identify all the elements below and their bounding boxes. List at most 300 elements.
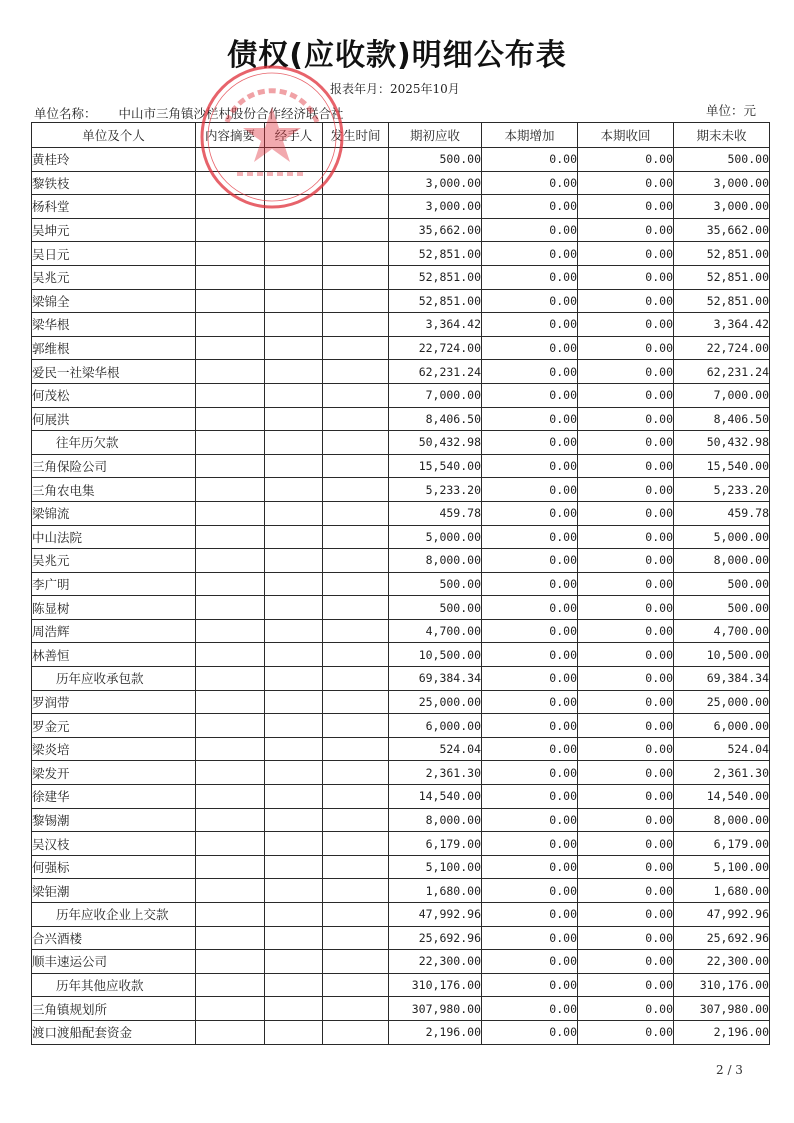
cell-closing: 62,231.24: [674, 360, 770, 384]
cell-summary: [196, 950, 265, 974]
cell-date: [323, 336, 389, 360]
cell-recovered: 0.00: [578, 336, 674, 360]
cell-increase: 0.00: [482, 313, 578, 337]
cell-increase: 0.00: [482, 289, 578, 313]
cell-entity-name: 爱民一社梁华根: [32, 360, 196, 384]
cell-closing: 500.00: [674, 572, 770, 596]
table-group-row: [32, 431, 770, 455]
cell-date: [323, 478, 389, 502]
cell-opening: 5,000.00: [389, 525, 482, 549]
cell-opening: 50,432.98: [389, 431, 482, 455]
cell-date: [323, 242, 389, 266]
cell-closing: 500.00: [674, 148, 770, 172]
table-row: [32, 242, 770, 266]
cell-increase: 0.00: [482, 525, 578, 549]
cell-recovered: 0.00: [578, 973, 674, 997]
cell-summary: [196, 619, 265, 643]
cell-increase: 0.00: [482, 619, 578, 643]
organization-line: [34, 104, 344, 122]
table-row: [32, 265, 770, 289]
cell-date: [323, 596, 389, 620]
cell-summary: [196, 242, 265, 266]
table-row: [32, 1020, 770, 1044]
cell-entity-name: 历年应收承包款: [32, 667, 196, 691]
cell-closing: 8,000.00: [674, 808, 770, 832]
cell-summary: [196, 690, 265, 714]
cell-entity-name: 历年其他应收款: [32, 973, 196, 997]
table-row: [32, 785, 770, 809]
cell-opening: 310,176.00: [389, 973, 482, 997]
cell-handler: [265, 171, 323, 195]
cell-date: [323, 313, 389, 337]
cell-summary: [196, 667, 265, 691]
table-row: [32, 997, 770, 1021]
cell-recovered: 0.00: [578, 501, 674, 525]
cell-date: [323, 643, 389, 667]
table-row: [32, 879, 770, 903]
cell-entity-name: 梁发开: [32, 761, 196, 785]
cell-closing: 6,179.00: [674, 832, 770, 856]
cell-closing: 52,851.00: [674, 289, 770, 313]
cell-date: [323, 383, 389, 407]
table-row: [32, 171, 770, 195]
col-header-closing: 期末未收: [674, 123, 770, 148]
cell-opening: 4,700.00: [389, 619, 482, 643]
cell-date: [323, 171, 389, 195]
cell-date: [323, 501, 389, 525]
cell-increase: 0.00: [482, 903, 578, 927]
cell-opening: 3,000.00: [389, 171, 482, 195]
cell-recovered: 0.00: [578, 525, 674, 549]
cell-opening: 2,361.30: [389, 761, 482, 785]
cell-date: [323, 855, 389, 879]
cell-handler: [265, 313, 323, 337]
cell-date: [323, 549, 389, 573]
cell-opening: 1,680.00: [389, 879, 482, 903]
cell-recovered: 0.00: [578, 903, 674, 927]
cell-entity-name: 历年应收企业上交款: [32, 903, 196, 927]
cell-recovered: 0.00: [578, 148, 674, 172]
cell-date: [323, 973, 389, 997]
cell-increase: 0.00: [482, 265, 578, 289]
cell-closing: 2,361.30: [674, 761, 770, 785]
cell-opening: 5,233.20: [389, 478, 482, 502]
cell-entity-name: 梁钜潮: [32, 879, 196, 903]
cell-recovered: 0.00: [578, 431, 674, 455]
cell-closing: 8,000.00: [674, 549, 770, 573]
cell-opening: 8,000.00: [389, 808, 482, 832]
cell-summary: [196, 879, 265, 903]
cell-increase: 0.00: [482, 973, 578, 997]
cell-date: [323, 950, 389, 974]
cell-recovered: 0.00: [578, 832, 674, 856]
cell-entity-name: 陈显树: [32, 596, 196, 620]
cell-handler: [265, 879, 323, 903]
cell-increase: 0.00: [482, 596, 578, 620]
cell-entity-name: 吴兆元: [32, 549, 196, 573]
cell-entity-name: 梁华根: [32, 313, 196, 337]
cell-increase: 0.00: [482, 171, 578, 195]
cell-closing: 52,851.00: [674, 242, 770, 266]
cell-entity-name: 何展洪: [32, 407, 196, 431]
cell-entity-name: 黎铁枝: [32, 171, 196, 195]
cell-opening: 35,662.00: [389, 218, 482, 242]
cell-recovered: 0.00: [578, 360, 674, 384]
cell-opening: 307,980.00: [389, 997, 482, 1021]
cell-summary: [196, 289, 265, 313]
cell-recovered: 0.00: [578, 997, 674, 1021]
cell-recovered: 0.00: [578, 737, 674, 761]
table-row: [32, 407, 770, 431]
cell-entity-name: 周浩辉: [32, 619, 196, 643]
cell-date: [323, 525, 389, 549]
cell-closing: 47,992.96: [674, 903, 770, 927]
org-name: 中山市三角镇沙栏村股份合作经济联合社: [118, 106, 344, 121]
cell-entity-name: 梁炎培: [32, 737, 196, 761]
cell-date: [323, 195, 389, 219]
cell-entity-name: 林善恒: [32, 643, 196, 667]
cell-recovered: 0.00: [578, 289, 674, 313]
cell-entity-name: 李广明: [32, 572, 196, 596]
cell-handler: [265, 336, 323, 360]
cell-closing: 3,000.00: [674, 171, 770, 195]
cell-opening: 6,179.00: [389, 832, 482, 856]
cell-summary: [196, 572, 265, 596]
cell-closing: 1,680.00: [674, 879, 770, 903]
cell-recovered: 0.00: [578, 478, 674, 502]
cell-closing: 50,432.98: [674, 431, 770, 455]
cell-entity-name: 吴兆元: [32, 265, 196, 289]
cell-opening: 52,851.00: [389, 289, 482, 313]
table-row: [32, 313, 770, 337]
cell-handler: [265, 195, 323, 219]
cell-increase: 0.00: [482, 501, 578, 525]
cell-increase: 0.00: [482, 879, 578, 903]
cell-recovered: 0.00: [578, 643, 674, 667]
cell-summary: [196, 973, 265, 997]
cell-date: [323, 926, 389, 950]
cell-increase: 0.00: [482, 478, 578, 502]
cell-closing: 22,724.00: [674, 336, 770, 360]
currency-unit: 单位：元: [706, 103, 757, 118]
cell-entity-name: 中山法院: [32, 525, 196, 549]
cell-opening: 10,500.00: [389, 643, 482, 667]
cell-opening: 25,000.00: [389, 690, 482, 714]
cell-summary: [196, 478, 265, 502]
cell-handler: [265, 832, 323, 856]
cell-opening: 2,196.00: [389, 1020, 482, 1044]
cell-recovered: 0.00: [578, 407, 674, 431]
cell-closing: 2,196.00: [674, 1020, 770, 1044]
cell-handler: [265, 950, 323, 974]
cell-summary: [196, 360, 265, 384]
cell-recovered: 0.00: [578, 879, 674, 903]
cell-recovered: 0.00: [578, 855, 674, 879]
cell-increase: 0.00: [482, 549, 578, 573]
cell-increase: 0.00: [482, 242, 578, 266]
table-group-row: [32, 667, 770, 691]
table-row: [32, 832, 770, 856]
table-group-row: [32, 903, 770, 927]
cell-closing: 3,364.42: [674, 313, 770, 337]
table-row: [32, 572, 770, 596]
cell-summary: [196, 501, 265, 525]
cell-opening: 14,540.00: [389, 785, 482, 809]
cell-summary: [196, 714, 265, 738]
cell-opening: 52,851.00: [389, 265, 482, 289]
cell-handler: [265, 667, 323, 691]
cell-handler: [265, 997, 323, 1021]
table-row: [32, 808, 770, 832]
table-row: [32, 619, 770, 643]
cell-entity-name: 渡口渡船配套资金: [32, 1020, 196, 1044]
cell-date: [323, 619, 389, 643]
cell-date: [323, 808, 389, 832]
cell-opening: 62,231.24: [389, 360, 482, 384]
cell-closing: 35,662.00: [674, 218, 770, 242]
cell-opening: 5,100.00: [389, 855, 482, 879]
cell-date: [323, 879, 389, 903]
cell-closing: 10,500.00: [674, 643, 770, 667]
cell-date: [323, 148, 389, 172]
cell-recovered: 0.00: [578, 950, 674, 974]
cell-entity-name: 何茂松: [32, 383, 196, 407]
cell-entity-name: 合兴酒楼: [32, 926, 196, 950]
cell-summary: [196, 171, 265, 195]
cell-recovered: 0.00: [578, 454, 674, 478]
table-header-row: [32, 123, 770, 148]
cell-entity-name: 梁锦全: [32, 289, 196, 313]
cell-closing: 459.78: [674, 501, 770, 525]
table-row: [32, 714, 770, 738]
cell-recovered: 0.00: [578, 218, 674, 242]
cell-handler: [265, 431, 323, 455]
cell-summary: [196, 218, 265, 242]
table-row: [32, 596, 770, 620]
cell-closing: 15,540.00: [674, 454, 770, 478]
cell-increase: 0.00: [482, 785, 578, 809]
cell-summary: [196, 737, 265, 761]
cell-closing: 5,100.00: [674, 855, 770, 879]
cell-entity-name: 罗金元: [32, 714, 196, 738]
cell-closing: 7,000.00: [674, 383, 770, 407]
table-row: [32, 525, 770, 549]
cell-summary: [196, 383, 265, 407]
cell-recovered: 0.00: [578, 714, 674, 738]
cell-recovered: 0.00: [578, 1020, 674, 1044]
cell-opening: 8,406.50: [389, 407, 482, 431]
cell-closing: 69,384.34: [674, 667, 770, 691]
cell-summary: [196, 997, 265, 1021]
cell-opening: 500.00: [389, 148, 482, 172]
cell-opening: 25,692.96: [389, 926, 482, 950]
cell-handler: [265, 619, 323, 643]
table-row: [32, 360, 770, 384]
cell-date: [323, 431, 389, 455]
cell-date: [323, 289, 389, 313]
cell-date: [323, 690, 389, 714]
cell-handler: [265, 454, 323, 478]
cell-summary: [196, 1020, 265, 1044]
cell-recovered: 0.00: [578, 195, 674, 219]
cell-increase: 0.00: [482, 667, 578, 691]
cell-date: [323, 667, 389, 691]
cell-opening: 3,364.42: [389, 313, 482, 337]
cell-recovered: 0.00: [578, 808, 674, 832]
cell-summary: [196, 926, 265, 950]
cell-entity-name: 三角保险公司: [32, 454, 196, 478]
cell-handler: [265, 643, 323, 667]
cell-opening: 22,300.00: [389, 950, 482, 974]
cell-summary: [196, 596, 265, 620]
cell-closing: 22,300.00: [674, 950, 770, 974]
cell-opening: 500.00: [389, 572, 482, 596]
cell-closing: 524.04: [674, 737, 770, 761]
cell-recovered: 0.00: [578, 383, 674, 407]
cell-entity-name: 何强标: [32, 855, 196, 879]
col-header-entity: 单位及个人: [32, 123, 196, 148]
col-header-opening: 期初应收: [389, 123, 482, 148]
cell-closing: 310,176.00: [674, 973, 770, 997]
cell-entity-name: 吴汉枝: [32, 832, 196, 856]
cell-recovered: 0.00: [578, 242, 674, 266]
cell-increase: 0.00: [482, 454, 578, 478]
col-header-handler: 经手人: [265, 123, 323, 148]
cell-date: [323, 454, 389, 478]
cell-entity-name: 吴坤元: [32, 218, 196, 242]
cell-closing: 5,000.00: [674, 525, 770, 549]
table-row: [32, 737, 770, 761]
cell-entity-name: 顺丰速运公司: [32, 950, 196, 974]
cell-opening: 69,384.34: [389, 667, 482, 691]
table-row: [32, 218, 770, 242]
cell-increase: 0.00: [482, 1020, 578, 1044]
cell-date: [323, 997, 389, 1021]
cell-recovered: 0.00: [578, 596, 674, 620]
cell-increase: 0.00: [482, 383, 578, 407]
page-number: 2 / 3: [716, 1063, 743, 1077]
document-title: 债权(应收款)明细公布表: [227, 38, 567, 73]
cell-summary: [196, 265, 265, 289]
table-row: [32, 478, 770, 502]
cell-closing: 25,692.96: [674, 926, 770, 950]
cell-handler: [265, 148, 323, 172]
cell-handler: [265, 360, 323, 384]
cell-summary: [196, 549, 265, 573]
col-header-summary: 内容摘要: [196, 123, 265, 148]
col-header-date: 发生时间: [323, 123, 389, 148]
cell-closing: 3,000.00: [674, 195, 770, 219]
cell-increase: 0.00: [482, 714, 578, 738]
table-row: [32, 195, 770, 219]
cell-opening: 459.78: [389, 501, 482, 525]
cell-summary: [196, 148, 265, 172]
cell-increase: 0.00: [482, 643, 578, 667]
cell-opening: 8,000.00: [389, 549, 482, 573]
cell-opening: 6,000.00: [389, 714, 482, 738]
cell-handler: [265, 690, 323, 714]
cell-date: [323, 407, 389, 431]
cell-recovered: 0.00: [578, 619, 674, 643]
cell-handler: [265, 714, 323, 738]
cell-date: [323, 714, 389, 738]
cell-entity-name: 黎锡潮: [32, 808, 196, 832]
cell-closing: 500.00: [674, 596, 770, 620]
cell-increase: 0.00: [482, 195, 578, 219]
cell-entity-name: 梁锦流: [32, 501, 196, 525]
cell-increase: 0.00: [482, 336, 578, 360]
table-row: [32, 383, 770, 407]
cell-increase: 0.00: [482, 808, 578, 832]
cell-summary: [196, 643, 265, 667]
table-row: [32, 926, 770, 950]
cell-increase: 0.00: [482, 218, 578, 242]
cell-summary: [196, 525, 265, 549]
receivables-table: [31, 122, 770, 1045]
table-group-row: [32, 973, 770, 997]
cell-increase: 0.00: [482, 761, 578, 785]
table-row: [32, 454, 770, 478]
table-row: [32, 148, 770, 172]
cell-recovered: 0.00: [578, 265, 674, 289]
cell-summary: [196, 808, 265, 832]
cell-date: [323, 785, 389, 809]
cell-handler: [265, 855, 323, 879]
cell-recovered: 0.00: [578, 761, 674, 785]
cell-handler: [265, 242, 323, 266]
table-row: [32, 336, 770, 360]
cell-increase: 0.00: [482, 997, 578, 1021]
table-row: [32, 950, 770, 974]
cell-handler: [265, 926, 323, 950]
cell-handler: [265, 265, 323, 289]
cell-opening: 7,000.00: [389, 383, 482, 407]
cell-date: [323, 1020, 389, 1044]
cell-handler: [265, 596, 323, 620]
cell-handler: [265, 218, 323, 242]
cell-date: [323, 218, 389, 242]
cell-handler: [265, 289, 323, 313]
cell-handler: [265, 973, 323, 997]
cell-closing: 307,980.00: [674, 997, 770, 1021]
cell-increase: 0.00: [482, 832, 578, 856]
table-row: [32, 289, 770, 313]
cell-increase: 0.00: [482, 855, 578, 879]
cell-entity-name: 郭维根: [32, 336, 196, 360]
cell-date: [323, 265, 389, 289]
cell-recovered: 0.00: [578, 572, 674, 596]
cell-date: [323, 572, 389, 596]
cell-opening: 52,851.00: [389, 242, 482, 266]
cell-increase: 0.00: [482, 950, 578, 974]
cell-entity-name: 杨科堂: [32, 195, 196, 219]
cell-recovered: 0.00: [578, 785, 674, 809]
cell-recovered: 0.00: [578, 313, 674, 337]
cell-increase: 0.00: [482, 926, 578, 950]
table-row: [32, 690, 770, 714]
cell-closing: 8,406.50: [674, 407, 770, 431]
cell-opening: 22,724.00: [389, 336, 482, 360]
cell-handler: [265, 1020, 323, 1044]
table-row: [32, 761, 770, 785]
org-label: 单位名称：: [34, 106, 97, 121]
cell-opening: 500.00: [389, 596, 482, 620]
cell-entity-name: 三角农电集: [32, 478, 196, 502]
cell-handler: [265, 785, 323, 809]
cell-handler: [265, 478, 323, 502]
cell-summary: [196, 454, 265, 478]
cell-date: [323, 761, 389, 785]
